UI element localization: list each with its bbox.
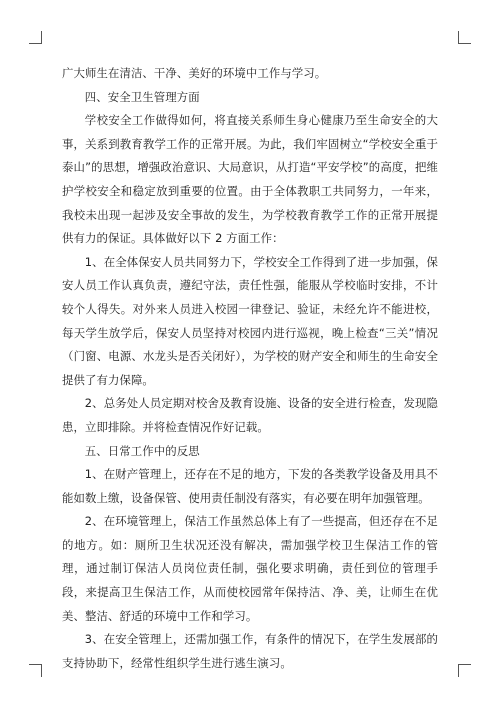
paragraph-safety-intro: 学校安全工作做得如何，将直接关系师生身心健康乃至生命安全的大事，关系到教育教学工作的正常开展。为此，我们牢固树立“学校安全重于泰山”的思想，增强政治意识、大局意识，从打造“平安学校”的高度，把维护学校安全和稳定放到重要的位置。由于全体教职工共同努力，一年来，我校未出现一起涉及安全事故的发生，为学校教育教学工作的正常开展提供有力的保证。具体做好以下 2 方面工作：	[62, 113, 438, 246]
crop-mark-bottom-right	[458, 664, 471, 677]
crop-mark-bottom-left	[29, 664, 42, 677]
section-heading-reflection: 五、日常工作中的反思	[84, 443, 200, 458]
paragraph-continuation: 广大师生在清洁、干净、美好的环境中工作与学习。	[62, 66, 327, 80]
paragraph-reflection-item-2: 2、在环境管理上，保洁工作虽然总体上有了一些提高，但还存在不足的地方。如：厕所卫生状况还没有解决，需加强学校卫生保洁工作的管理，通过制订保洁人员岗位责任制，强化要求明确，责任到位的管理手段，来提高卫生保洁工作，从而使校园常年保持洁、净、美，让师生在优美、整洁、舒适的环境中工作和学习。	[62, 514, 438, 623]
paragraph-safety-item-1: 1、在全体保安人员共同努力下，学校安全工作得到了进一步加强，保安人员工作认真负责，遵纪守法，责任性强，能服从学校临时安排，不计较个人得失。对外来人员进入校园一律登记、验证，未经允许不能进校，每天学生放学后，保安人员坚持对校园内进行巡视，晚上检查“三关”情况（门窗、电源、水龙头是否关闭好），为学校的财产安全和师生的生命安全提供了有力保障。	[62, 254, 438, 387]
section-heading-safety: 四、安全卫生管理方面	[84, 89, 200, 104]
paragraph-safety-item-2: 2、总务处人员定期对校舍及教育设施、设备的安全进行检查，发现隐患，立即排除。并将检查情况作好记载。	[62, 396, 438, 434]
crop-mark-top-left	[29, 31, 42, 44]
paragraph-reflection-item-3: 3、在安全管理上，还需加强工作，有条件的情况下，在学生发展部的支持协助下，经常性组织学生进行逃生演习。	[62, 632, 438, 670]
document-body	[62, 62, 438, 675]
paragraph-reflection-item-1: 1、在财产管理上，还存在不足的地方，下发的各类教学设备及用具不能如数上缴，设备保管、使用责任制没有落实，有必要在明年加强管理。	[62, 467, 438, 505]
crop-mark-top-right	[458, 31, 471, 44]
